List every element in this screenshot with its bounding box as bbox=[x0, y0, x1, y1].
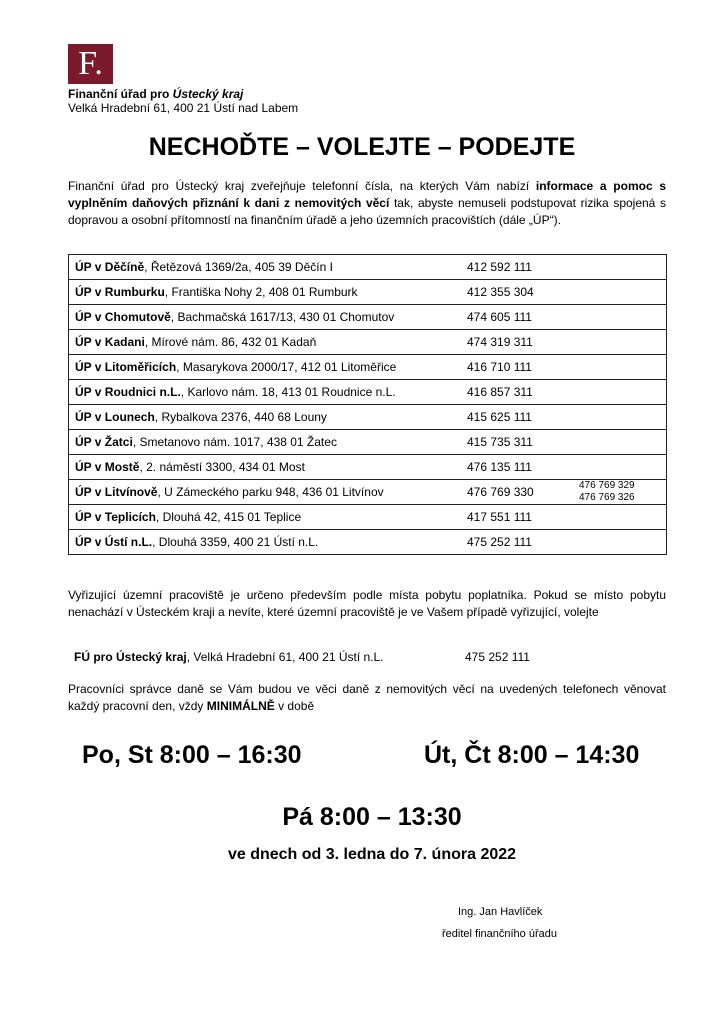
hours-tue-thu: Út, Čt 8:00 – 14:30 bbox=[424, 741, 640, 769]
table-row bbox=[69, 355, 667, 380]
hours-fri: Pá 8:00 – 13:30 bbox=[282, 803, 462, 831]
phone-cell: 416 857 311 bbox=[461, 380, 579, 405]
phone-cell: 476 769 330 bbox=[461, 480, 579, 505]
page-title: NECHOĎTE – VOLEJTE – PODEJTE bbox=[148, 133, 576, 161]
phone-cell: 474 319 311 bbox=[461, 330, 579, 355]
phone-cell: 474 605 111 bbox=[461, 305, 579, 330]
financni-sprava-logo: F. bbox=[68, 44, 113, 84]
signature-name: Ing. Jan Havlíček bbox=[458, 906, 543, 918]
office-cell: ÚP v Litoměřicích, Masarykova 2000/17, 412 01 Litoměřice bbox=[69, 355, 462, 380]
extra-phones-cell bbox=[579, 255, 667, 280]
extra-phones-cell bbox=[579, 305, 667, 330]
signature-role: ředitel finančního úřadu bbox=[442, 928, 557, 940]
table-row bbox=[69, 330, 667, 355]
hours-mon-wed: Po, St 8:00 – 16:30 bbox=[82, 741, 302, 769]
extra-phones-cell bbox=[579, 280, 667, 305]
office-cell: ÚP v Děčíně, Řetězová 1369/2a, 405 39 Děčín I bbox=[69, 255, 462, 280]
phone-cell: 415 625 111 bbox=[461, 405, 579, 430]
office-cell: ÚP v Litvínově, U Zámeckého parku 948, 436 01 Litvínov bbox=[69, 480, 462, 505]
extra-phones-cell bbox=[579, 405, 667, 430]
extra-phones-cell: 476 769 329 476 769 326 bbox=[579, 480, 667, 505]
office-cell: ÚP v Teplicích, Dlouhá 42, 415 01 Teplice bbox=[69, 505, 462, 530]
office-cell: ÚP v Ústí n.L., Dlouhá 3359, 400 21 Ústí n.L. bbox=[69, 530, 462, 555]
phone-cell: 475 252 111 bbox=[461, 530, 579, 555]
office-cell: ÚP v Rumburku, Františka Nohy 2, 408 01 Rumburk bbox=[69, 280, 462, 305]
table-row bbox=[69, 380, 667, 405]
offices-table bbox=[68, 254, 667, 555]
fu-phone: 475 252 111 bbox=[465, 650, 530, 664]
phone-cell: 415 735 311 bbox=[461, 430, 579, 455]
extra-phones-cell bbox=[579, 330, 667, 355]
office-cell: ÚP v Roudnici n.L., Karlovo nám. 18, 413 01 Roudnice n.L. bbox=[69, 380, 462, 405]
table-row bbox=[69, 405, 667, 430]
fu-contact: FÚ pro Ústecký kraj, Velká Hradební 61, 400 21 Ústí n.L. bbox=[74, 650, 384, 664]
office-cell: ÚP v Kadani, Mírové nám. 86, 432 01 Kadaň bbox=[69, 330, 462, 355]
table-row bbox=[69, 455, 667, 480]
phone-cell: 412 355 304 bbox=[461, 280, 579, 305]
phone-cell: 476 135 111 bbox=[461, 455, 579, 480]
table-row bbox=[69, 255, 667, 280]
office-name: Finanční úřad pro Ústecký kraj bbox=[68, 87, 244, 101]
table-row bbox=[69, 280, 667, 305]
office-address: Velká Hradební 61, 400 21 Ústí nad Labem bbox=[68, 101, 299, 115]
office-cell: ÚP v Žatci, Smetanovo nám. 1017, 438 01 Žatec bbox=[69, 430, 462, 455]
date-range: ve dnech od 3. ledna do 7. února 2022 bbox=[227, 846, 517, 863]
office-cell: ÚP v Lounech, Rybalkova 2376, 440 68 Louny bbox=[69, 405, 462, 430]
table-row bbox=[69, 480, 667, 505]
phone-cell: 412 592 111 bbox=[461, 255, 579, 280]
extra-phones-cell bbox=[579, 505, 667, 530]
extra-phones-cell bbox=[579, 530, 667, 555]
intro-paragraph: Finanční úřad pro Ústecký kraj zveřejňuje telefonní čísla, na kterých Vám nabízí informace a pomoc s vyplněním daňových přiznání k dani z nemovitých věcí tak, abyste nemuseli podstupovat rizika spojená s dopravou a osobní přítomností na finančním úřadě a jeho územních pracovištích (dále „ÚP“). bbox=[68, 179, 667, 227]
instructions-paragraph: Vyřizující územní pracoviště je určeno především podle místa pobytu poplatníka. Pokud se místo pobytu nenachází v Ústeckém kraji a nevíte, které územní pracoviště je ve Vašem případě vyřizující, volejte bbox=[68, 588, 666, 619]
extra-phones-cell bbox=[579, 380, 667, 405]
table-row bbox=[69, 430, 667, 455]
phone-cell: 417 551 111 bbox=[461, 505, 579, 530]
hours-intro-paragraph: Pracovníci správce daně se Vám budou ve věci daně z nemovitých věcí na uvedených telefonech věnovat každý pracovní den, vždy MINIMÁLNĚ v době bbox=[68, 682, 666, 713]
extra-phones-cell bbox=[579, 430, 667, 455]
table-row bbox=[69, 305, 667, 330]
table-row bbox=[69, 505, 667, 530]
extra-phones-cell bbox=[579, 355, 667, 380]
office-cell: ÚP v Chomutově, Bachmačská 1617/13, 430 01 Chomutov bbox=[69, 305, 462, 330]
phone-cell: 416 710 111 bbox=[461, 355, 579, 380]
table-row bbox=[69, 530, 667, 555]
extra-phones-cell bbox=[579, 455, 667, 480]
office-cell: ÚP v Mostě, 2. náměstí 3300, 434 01 Most bbox=[69, 455, 462, 480]
